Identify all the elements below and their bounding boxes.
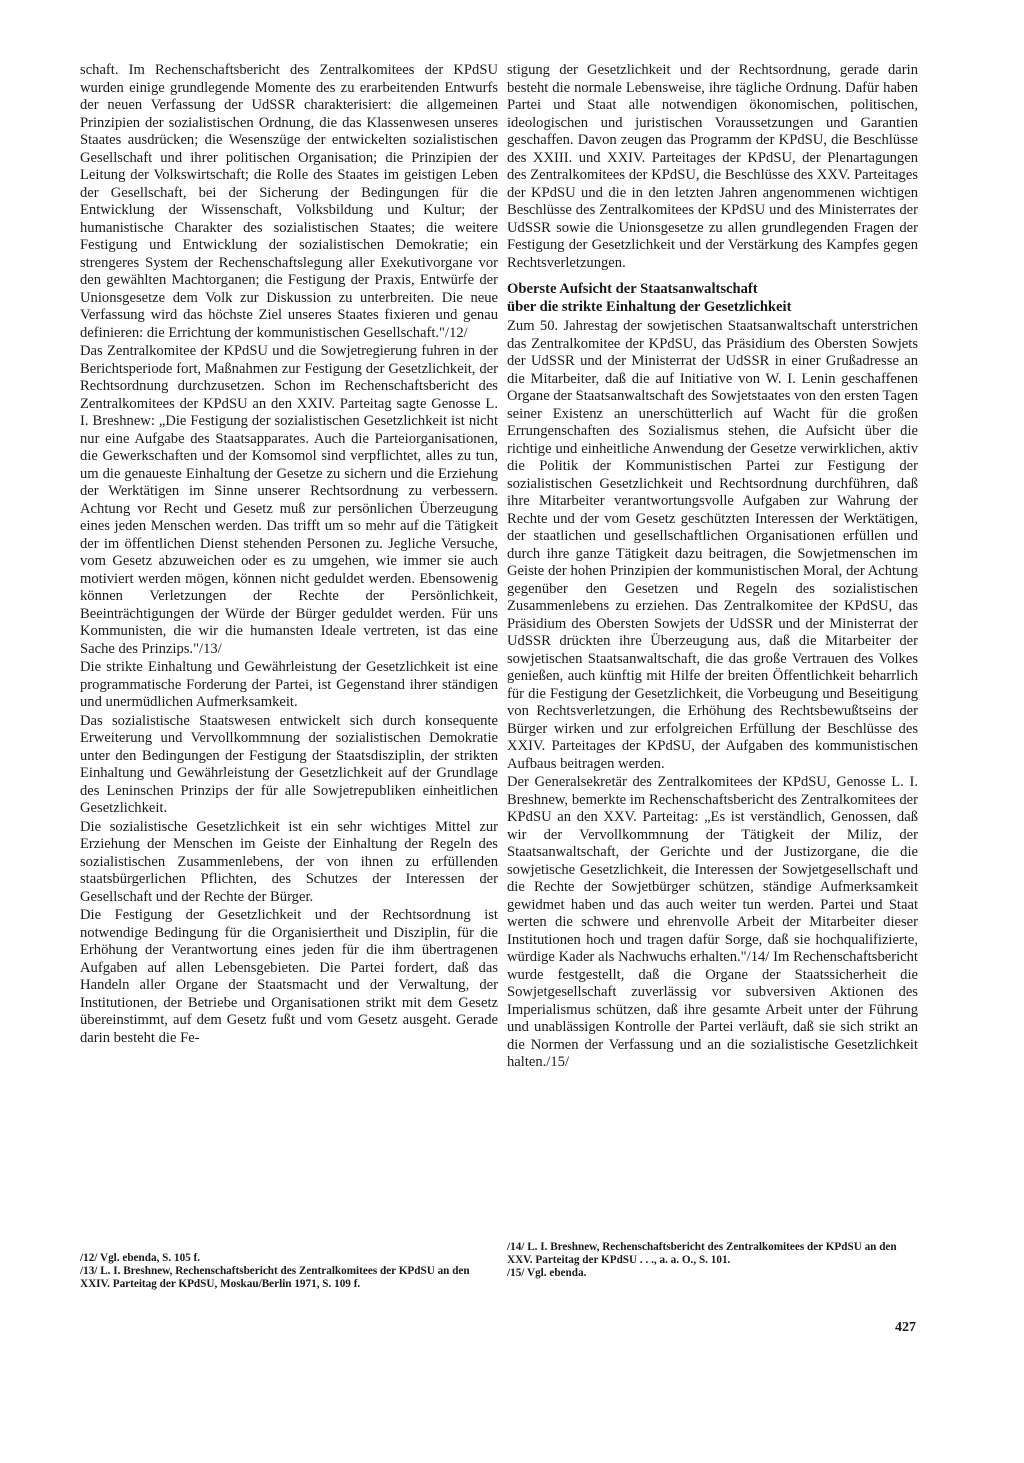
body-paragraph: Die Festigung der Gesetzlichkeit und der Rechtsordnung ist notwendige Bedingung für die Organisiertheit und Disziplin, für die Erhöhung der Verantwortung eines jeden für die ihm übertragenen Aufgaben auf allen Lebensgebieten. Die Partei fordert, daß das Handeln aller Organe der Staatsmacht und der Verwaltung, der Institutionen, der Betriebe und Organisationen strikt mit dem Gesetz übereinstimmt, auf dem Gesetz fußt und vom Gesetz ausgeht. Gerade darin besteht die Fe- — [80, 907, 498, 1046]
footnote: /15/ Vgl. ebenda. — [507, 1267, 587, 1279]
footnotes-right — [507, 1241, 918, 1280]
body-paragraph: Zum 50. Jahrestag der sowjetischen Staatsanwaltschaft unterstrichen das Zentralkomitee der KPdSU, das Präsidium des Obersten Sowjets der UdSSR und der Ministerrat der UdSSR in einer Grußadresse an die Mitarbeiter, daß die auf Initiative von W. I. Lenin geschaffenen Organe der Staatsanwaltschaft des Sowjetstaates von den ersten Tagen seiner Existenz an unerschütterlich auf Wacht für die großen Errungenschaften des Sozialismus stehen, die Aufsicht über die richtige und einheitliche Anwendung der Gesetze verwirklichen, aktiv die Politik der Kommunistischen Partei zur Festigung der sozialistischen Gesetzlichkeit und Rechtsordnung durchführen, daß ihre Mitarbeiter verantwortungsvolle Aufgaben zur Wahrung der Rechte und der vom Gesetz geschützten Interessen der Werktätigen, der staatlichen und gesellschaftlichen Organisationen erfüllen und durch ihre ganze Tätigkeit dazu beitragen, die Sowjetmenschen im Geiste der hohen Prinzipien der kommunistischen Moral, der Achtung gegenüber den Gesetzen und Regeln des sozialistischen Zusammenlebens zu erziehen. Das Zentralkomitee der KPdSU, das Präsidium des Obersten Sowjets der UdSSR und der Ministerrat der UdSSR drückten ihre Überzeugung aus, daß die Mitarbeiter der sowjetischen Staatsanwaltschaft, die das große Vertrauen des Volkes genießen, auch künftig mit Hilfe der breiten Öffentlichkeit beharrlich für die Festigung der Gesetzlichkeit, die Vorbeugung und Beseitigung von Rechtsverletzungen, die Erhöhung des Rechtsbewußtseins der Bürger wirken und zur erfolgreichen Erfüllung der Beschlüsse des XXIV. Parteitages der KPdSU, der Aufgaben des kommunistischen Aufbaus beitragen werden. — [507, 318, 918, 772]
left-text-column — [80, 62, 498, 1047]
body-paragraph: Der Generalsekretär des Zentralkomitees der KPdSU, Genosse L. I. Breshnew, bemerkte im Rechenschaftsbericht des Zentralkomitees der KPdSU an den XXV. Parteitag: „Es ist verständlich, Genossen, daß wir der Vervollkommnung der Tätigkeit der Miliz, der Staatsanwaltschaft, der Gerichte und der Justizorgane, die die sowjetische Gesetzlichkeit, die Interessen der Sowjetgesellschaft und die Rechte der Sowjetbürger schützen, ständige Aufmerksamkeit gewidmet haben und das auch weiter tun werden. Partei und Staat werten die schwere und ehrenvolle Arbeit der Mitarbeiter dieser Institutionen hoch und tragen dafür Sorge, daß sie hochqualifizierte, würdige Kader als Nachwuchs erhalten."/14/ Im Rechenschaftsbericht wurde festgestellt, daß die Organe der Staatssicherheit die Sowjetgesellschaft zuverlässig vor subversiven Aktionen des Imperialismus schützen, daß ihre gesamte Arbeit unter der Führung und unablässigen Kontrolle der Partei verläuft, daß sie sich strikt an die Normen der Verfassung und an die sozialistische Gesetzlichkeit halten./15/ — [507, 774, 918, 1070]
footnote: /14/ L. I. Breshnew, Rechenschaftsbericht des Zentralkomitees der KPdSU an den XXV. Parteitag der KPdSU . . ., a. a. O., S. 101. — [507, 1241, 897, 1266]
body-paragraph: Das sozialistische Staatswesen entwickelt sich durch konsequente Erweiterung und Vervollkommnung der sozialistischen Demokratie unter den Bedingungen der Festigung der Staatsdisziplin, der strikten Einhaltung und Gewährleistung der Gesetzlichkeit auf der Grundlage des Leninschen Prinzips der für alle Sowjetrepubliken einheitlichen Gesetzlichkeit. — [80, 712, 498, 816]
body-paragraph: Die strikte Einhaltung und Gewährleistung der Gesetzlichkeit ist eine programmatische Forderung der Partei, ist Gegenstand ihrer ständigen und unermüdlichen Aufmerksamkeit. — [80, 659, 498, 710]
body-paragraph: Das Zentralkomitee der KPdSU und die Sowjetregierung fuhren in der Berichtsperiode fort, Maßnahmen zur Festigung der Gesetzlichkeit, der Rechtsordnung durchzusetzen. Schon im Rechenschaftsbericht des Zentralkomitees der KPdSU an den XXIV. Parteitag sagte Genosse L. I. Breshnew: „Die Festigung der sozialistischen Gesetzlichkeit ist nicht nur eine Aufgabe des Staatsapparates. Auch die Parteiorganisationen, die Gewerkschaften und der Komsomol sind verpflichtet, alles zu tun, um die genaueste Einhaltung der Gesetze zu sichern und die Erziehung der Werktätigen im Sinne unserer Rechtsordnung zu verbessern. Achtung vor Recht und Gesetz muß zur persönlichen Überzeugung eines jeden Menschen werden. Das trifft um so mehr auf die Tätigkeit der im öffentlichen Dienst stehenden Personen zu. Jegliche Versuche, vom Gesetz abzuweichen oder es zu umgehen, wie immer sie auch motiviert werden mögen, können nicht geduldet werden. Ebensowenig können Verletzungen der Rechte der Persönlichkeit, Beeinträchtigungen der Würde der Bürger geduldet werden. Für uns Kommunisten, die wir die humansten Ideale vertreten, ist das eine Sache des Prinzips."/13/ — [80, 343, 498, 657]
body-paragraph: schaft. Im Rechenschaftsbericht des Zentralkomitees der KPdSU wurden einige grundlegende Momente des zu erarbeitenden Entwurfs der neuen Verfassung der UdSSR charakterisiert: die allgemeinen Prinzipien der sozialistischen Ordnung, die das Klassenwesen unseres Staates ausdrücken; die Wesenszüge der entwickelten sozialistischen Gesellschaft und ihrer politischen Organisation; die Prinzipien der Leitung der Volkswirtschaft; die Rolle des Staates im geistigen Leben der Gesellschaft, bei der Sicherung der Bedingungen für die Entwicklung der Wissenschaft, Volksbildung und Kultur; der humanistische Charakter des sozialistischen Staates; die weitere Festigung und Entwicklung der sozialistischen Demokratie; ein strengeres System der Rechenschaftslegung aller Exekutivorgane vor den gewählten Machtorganen; die Festigung der Praxis, Entwürfe der Unionsgesetze dem Volk zur Diskussion zu unterbreiten. Die neue Verfassung wird das höchste Ziel unseres Staates fixieren und genau definieren: die Errichtung der kommunistischen Gesellschaft."/12/ — [80, 62, 498, 341]
body-paragraph: Die sozialistische Gesetzlichkeit ist ein sehr wichtiges Mittel zur Erziehung der Menschen im Geiste der Einhaltung der Regeln des sozialistischen Zusammenlebens, der von ihnen zu erfüllenden staatsbürgerlichen Pflichten, des Schutzes der Interessen der Gesellschaft und der Rechte der Bürger. — [80, 818, 498, 905]
section-heading-line-1: Oberste Aufsicht der Staatsanwaltschaft — [507, 281, 758, 297]
footnotes-left — [80, 1252, 498, 1291]
footnote: /12/ Vgl. ebenda, S. 105 f. — [80, 1252, 201, 1264]
body-paragraph: stigung der Gesetzlichkeit und der Rechtsordnung, gerade darin besteht die normale Lebensweise, ihre tägliche Ordnung. Dafür haben Partei und Staat alle notwendigen ökonomischen, politischen, ideologischen und juristischen Voraussetzungen und Garantien geschaffen. Davon zeugen das Programm der KPdSU, die Beschlüsse des XXIII. und XXIV. Parteitages der KPdSU, der Plenartagungen des Zentralkomitees der KPdSU, die Beschlüsse des XXV. Parteitages der KPdSU und die in den letzten Jahren angenommenen wichtigen Beschlüsse des Zentralkomitees der KPdSU und des Ministerrates der UdSSR sowie die Unionsgesetze zu allen grundlegenden Fragen der Festigung der Gesetzlichkeit und der Verstärkung des Kampfes gegen Rechtsverletzungen. — [507, 62, 918, 271]
footnote: /13/ L. I. Breshnew, Rechenschaftsbericht des Zentralkomitees der KPdSU an den XXIV. Parteitag der KPdSU, Moskau/Berlin 1971, S. 109 f. — [80, 1265, 470, 1290]
section-heading — [507, 280, 918, 316]
section-heading-line-2: über die strikte Einhaltung der Gesetzlichkeit — [507, 299, 792, 315]
page-number: 427 — [895, 1320, 916, 1335]
right-text-column — [507, 62, 918, 1072]
